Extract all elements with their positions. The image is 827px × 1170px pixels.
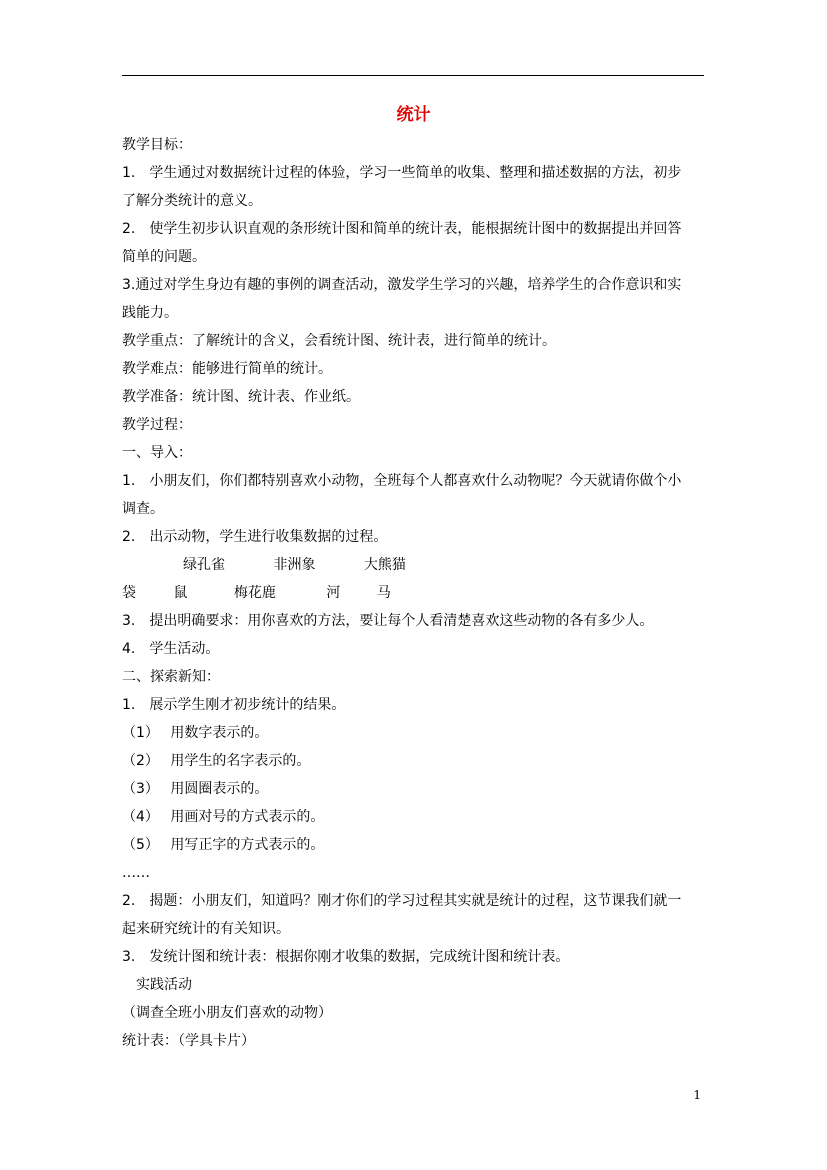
page-number: 1 <box>693 1088 701 1102</box>
text-line: 2. 出示动物，学生进行收集数据的过程。 <box>122 529 388 545</box>
animal-name: 绿孔雀 <box>183 557 225 573</box>
animal-name: 河 <box>326 585 341 601</box>
text-line: 起来研究统计的有关知识。 <box>122 921 290 937</box>
document-body <box>122 131 704 1055</box>
animal-name: 大熊猫 <box>363 557 406 573</box>
text-line: 简单的问题。 <box>122 249 206 265</box>
animal-list-row-1 <box>122 551 704 579</box>
page-title: 统计 <box>396 105 431 125</box>
text-line: （3） 用圆圈表示的。 <box>122 781 269 797</box>
text-line: 教学准备：统计图、统计表、作业纸。 <box>122 389 360 405</box>
text-line: 教学重点：了解统计的含义，会看统计图、统计表，进行简单的统计。 <box>122 333 556 349</box>
text-line: 教学难点：能够进行简单的统计。 <box>122 361 332 377</box>
text-line: 一、导入： <box>122 445 192 461</box>
practice-note: （调查全班小朋友们喜欢的动物） <box>122 1005 332 1021</box>
text-line: （5） 用写正字的方式表示的。 <box>122 837 325 853</box>
animal-name: 梅花鹿 <box>233 585 276 601</box>
text-line: 3. 发统计图和统计表：根据你刚才收集的数据，完成统计图和统计表。 <box>122 949 570 965</box>
text-line: …… <box>122 865 150 881</box>
header-rule <box>122 75 704 76</box>
text-line: （2） 用学生的名字表示的。 <box>122 753 311 769</box>
practice-heading: 实践活动 <box>136 977 192 993</box>
text-line: 3.通过对学生身边有趣的事例的调查活动，激发学生学习的兴趣，培养学生的合作意识和实 <box>122 277 682 293</box>
animal-name: 鼠 <box>173 585 188 601</box>
text-line: （1） 用数字表示的。 <box>122 725 269 741</box>
text-line: 调查。 <box>122 501 164 517</box>
text-line: 1. 学生通过对数据统计过程的体验，学习一些简单的收集、整理和描述数据的方法，初步 <box>122 165 682 181</box>
text-line: 教学目标： <box>122 137 192 153</box>
table-caption: 统计表：（学具卡片） <box>122 1033 255 1049</box>
text-line: 2. 使学生初步认识直观的条形统计图和简单的统计表，能根据统计图中的数据提出并回答 <box>122 221 682 237</box>
animal-name: 袋 <box>122 585 136 601</box>
text-line: 1. 展示学生刚才初步统计的结果。 <box>122 697 346 713</box>
text-line: 教学过程： <box>122 417 192 433</box>
text-line: 2. 揭题：小朋友们，知道吗？刚才你们的学习过程其实就是统计的过程，这节课我们就一 <box>122 893 682 909</box>
text-line: 3. 提出明确要求：用你喜欢的方法，要让每个人看清楚喜欢这些动物的各有多少人。 <box>122 613 654 629</box>
animal-name: 非洲象 <box>273 557 316 573</box>
text-line: 4. 学生活动。 <box>122 641 220 657</box>
text-line: 二、探索新知： <box>122 669 220 685</box>
animal-list-row-2 <box>122 579 704 607</box>
animal-name: 马 <box>376 585 391 601</box>
text-line: （4） 用画对号的方式表示的。 <box>122 809 325 825</box>
text-line: 1. 小朋友们，你们都特别喜欢小动物，全班每个人都喜欢什么动物呢？今天就请你做个小 <box>122 473 682 489</box>
text-line: 了解分类统计的意义。 <box>122 193 262 209</box>
text-line: 践能力。 <box>122 305 178 321</box>
